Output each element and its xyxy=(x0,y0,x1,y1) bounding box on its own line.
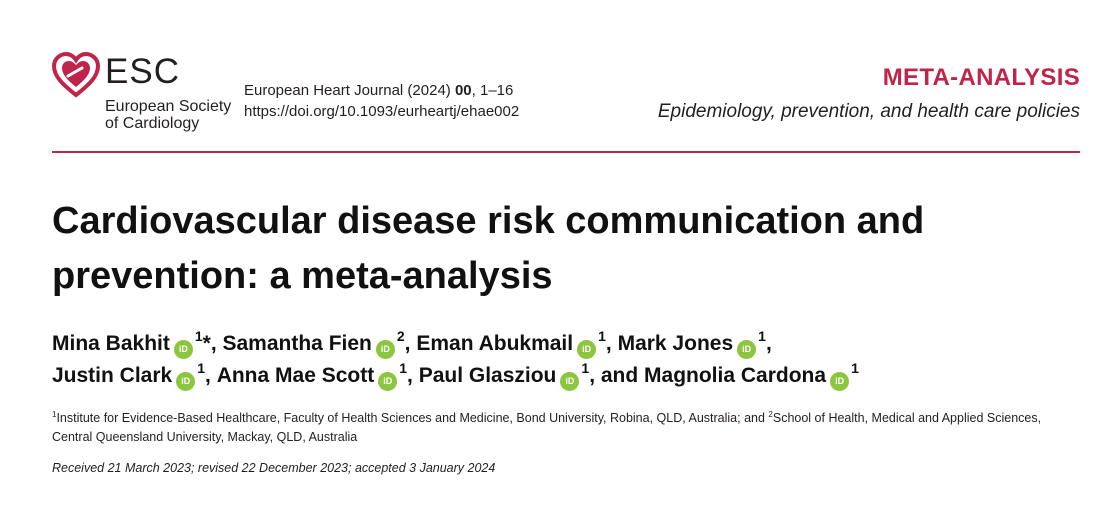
affiliation-sup-2: 2 xyxy=(768,410,773,419)
article-title xyxy=(52,194,1082,304)
esc-logo[interactable] xyxy=(52,48,242,138)
affiliations xyxy=(52,409,1082,447)
author-item xyxy=(418,360,601,387)
author-affiliation-sup: 1 xyxy=(197,360,206,376)
journal-pages: , 1–16 xyxy=(471,82,514,99)
orcid-icon[interactable]: iD xyxy=(376,340,395,359)
journal-volume: 00 xyxy=(454,82,472,99)
author-item xyxy=(52,360,217,387)
journal-name: European Heart Journal (2024) xyxy=(244,82,451,99)
esc-heart-logo-icon xyxy=(52,52,100,98)
author-separator: , xyxy=(404,332,417,355)
orcid-icon[interactable]: iD xyxy=(830,372,849,391)
author-name[interactable]: Eman Abukmail xyxy=(416,332,574,355)
society-name-line1: European Society xyxy=(105,98,232,115)
author-name[interactable]: Anna Mae Scott xyxy=(216,364,375,387)
author-name[interactable]: Magnolia Cardona xyxy=(644,364,827,387)
author-separator: *, xyxy=(202,332,223,355)
affiliation-sup-1: 1 xyxy=(52,410,57,419)
author-separator: , xyxy=(407,364,419,387)
author-separator: , xyxy=(589,364,601,387)
author-item xyxy=(600,360,859,387)
author-item xyxy=(52,328,223,355)
orcid-icon[interactable]: iD xyxy=(176,372,195,391)
orcid-icon[interactable]: iD xyxy=(737,340,756,359)
author-name[interactable]: Mina Bakhit xyxy=(52,332,170,355)
author-affiliation-sup: 1 xyxy=(598,328,606,344)
affiliation-text-2: School of Health, Medical and Applied Sciences, Central Queensland University, Mackay, QLD, Australia xyxy=(52,411,1042,444)
orcid-icon[interactable]: iD xyxy=(378,372,397,391)
author-item xyxy=(222,328,417,355)
author-name[interactable]: Samantha Fien xyxy=(222,332,372,355)
author-affiliation-sup: 1 xyxy=(581,360,590,376)
author-item xyxy=(216,360,419,387)
author-separator: , xyxy=(605,332,618,355)
journal-line xyxy=(244,80,519,101)
received-dates: Received 21 March 2023; revised 22 December 2023; accepted 3 January 2024 xyxy=(52,461,496,475)
doi-link[interactable]: https://doi.org/10.1093/eurheartj/ehae002 xyxy=(244,103,520,120)
author-affiliation-sup: 2 xyxy=(396,328,405,344)
author-line-2 xyxy=(52,360,1082,392)
orcid-icon[interactable]: iD xyxy=(560,372,579,391)
author-item xyxy=(416,328,618,355)
society-name xyxy=(105,98,265,132)
society-name-line2: of Cardiology xyxy=(105,115,200,132)
author-name[interactable]: Justin Clark xyxy=(52,364,173,387)
author-item xyxy=(617,328,772,355)
orcid-icon[interactable]: iD xyxy=(174,340,193,359)
title-line2: prevention: a meta-analysis xyxy=(52,255,553,297)
author-affiliation-sup: 1 xyxy=(194,328,203,344)
author-affiliation-sup: 1 xyxy=(758,328,766,344)
section-label: Epidemiology, prevention, and health care policies xyxy=(657,101,1080,122)
author-affiliation-sup: 1 xyxy=(851,360,859,376)
author-affiliation-sup: 1 xyxy=(399,360,408,376)
author-line-1 xyxy=(52,328,1082,360)
author-conjunction: and xyxy=(600,364,645,387)
affiliation-text-1: Institute for Evidence-Based Healthcare, Faculty of Health Sciences and Medicine, Bond University, Robina, QLD, Australia; and xyxy=(56,411,769,425)
title-line1: Cardiovascular disease risk communication and xyxy=(52,200,925,242)
article-type-label: META-ANALYSIS xyxy=(882,64,1080,91)
author-name[interactable]: Mark Jones xyxy=(617,332,734,355)
orcid-icon[interactable]: iD xyxy=(577,340,596,359)
journal-citation xyxy=(244,80,519,122)
society-abbr: ESC xyxy=(105,52,180,91)
author-name[interactable]: Paul Glasziou xyxy=(418,364,557,387)
header-divider xyxy=(52,151,1080,153)
author-separator: , xyxy=(205,364,217,387)
author-list xyxy=(52,328,1082,392)
author-separator: , xyxy=(765,332,772,355)
